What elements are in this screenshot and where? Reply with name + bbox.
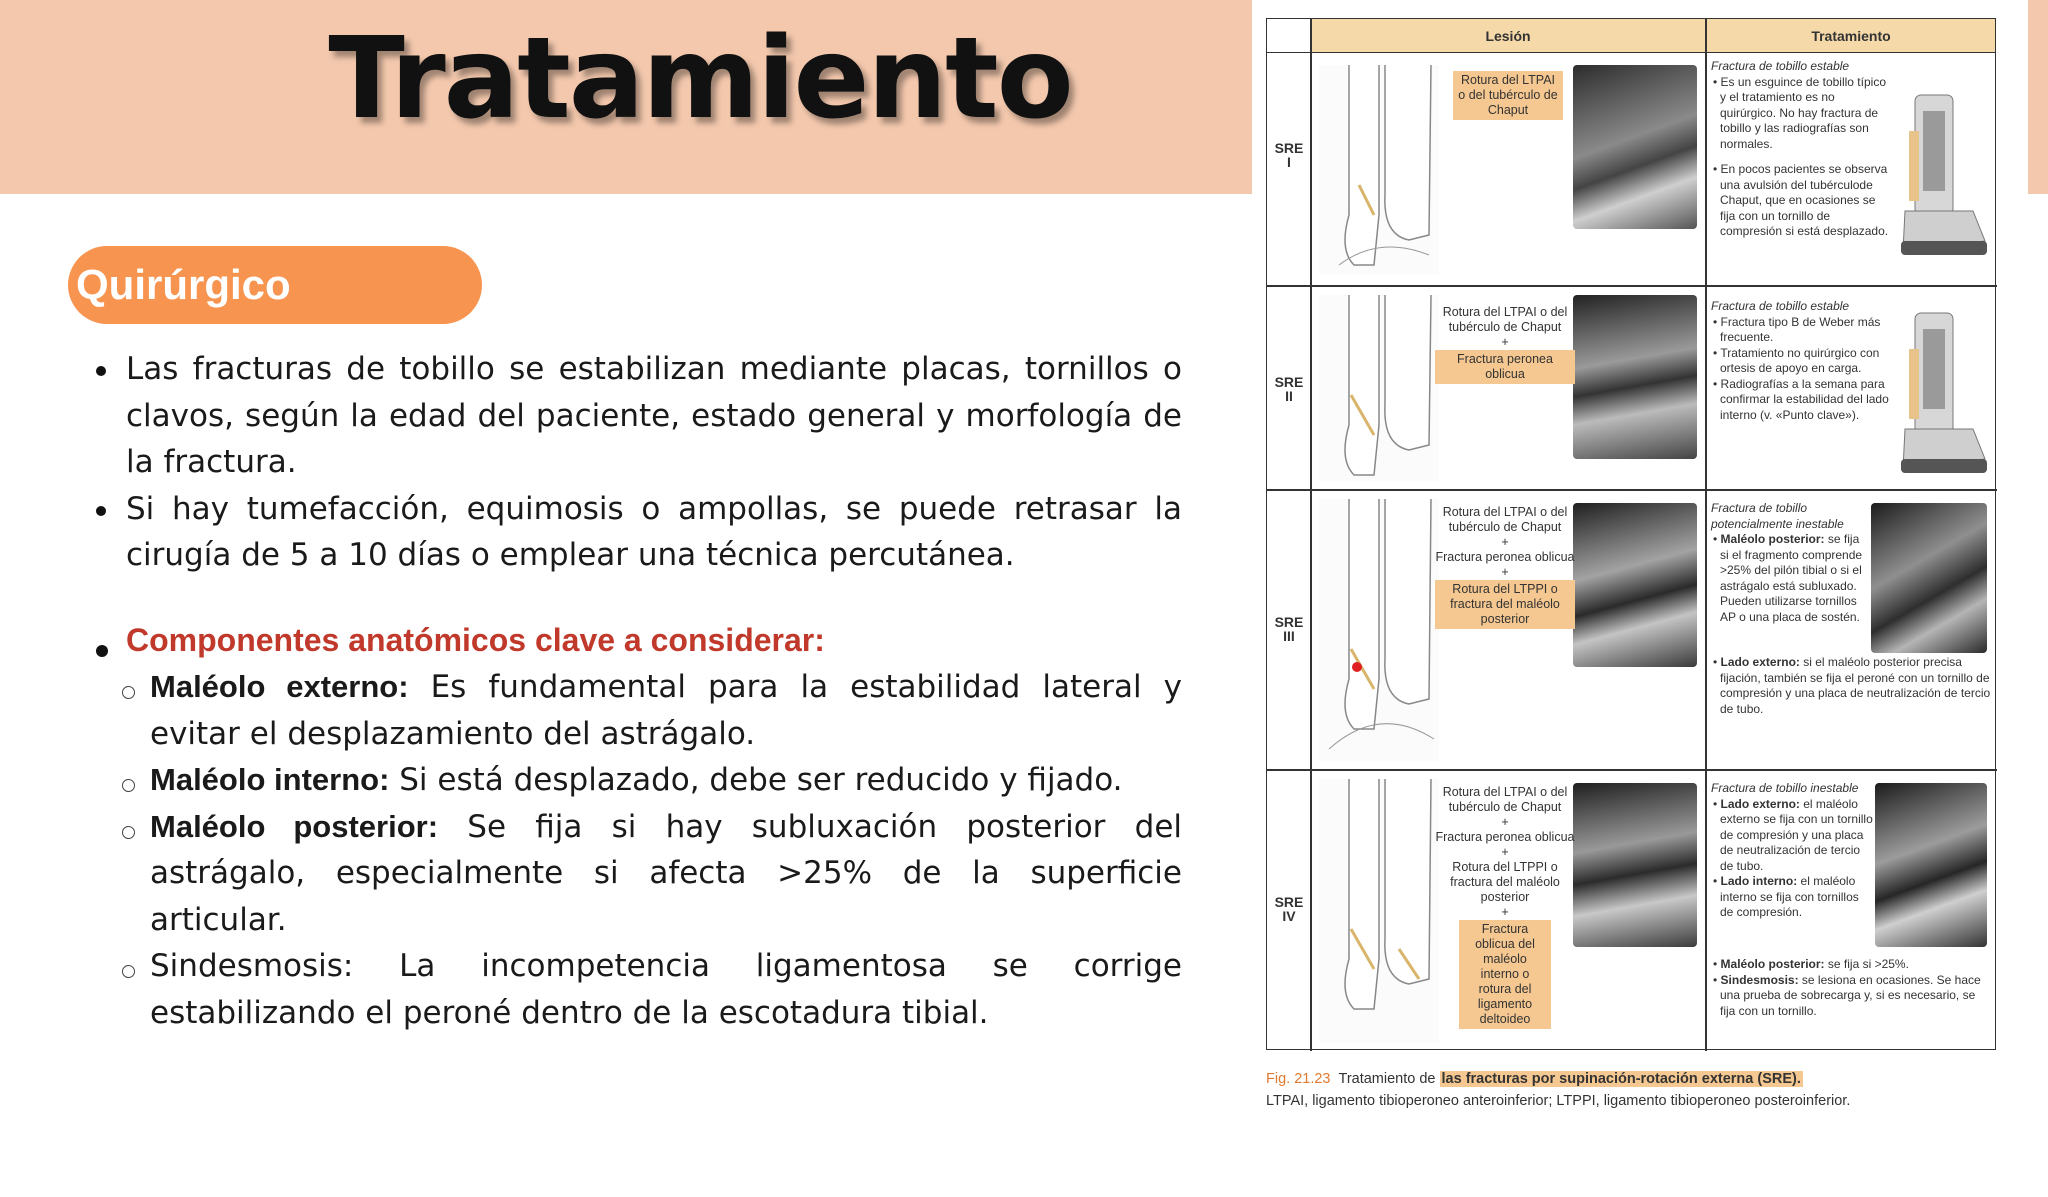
caption-highlight: las fracturas por supinación-rotación externa (SRE). xyxy=(1441,1071,1801,1087)
lesion-text xyxy=(1435,505,1575,629)
components-bullet xyxy=(92,617,1182,665)
lesion-text xyxy=(1435,785,1575,1029)
lesion-line: Fractura peronea oblicua xyxy=(1435,830,1575,844)
lesion-highlight: Fractura peronea oblicua xyxy=(1435,350,1575,384)
treatment-text xyxy=(1711,781,1875,921)
lesion-highlight: Fractura oblicua del maléolo interno o rotura del ligamento deltoideo xyxy=(1459,920,1551,1029)
page-title: Tratamiento xyxy=(328,14,1072,144)
lesion-text xyxy=(1453,71,1563,120)
treatment-item: • Lado externo: el maléolo externo se fija con un tornillo de compresión y una placa de neutralización de tercio de tubo. xyxy=(1713,796,1873,873)
lesion-line: Rotura del LTPAI o del tubérculo de Chaput xyxy=(1442,305,1568,334)
divider xyxy=(1267,769,1997,771)
treatment-title: Fractura de tobillo estable xyxy=(1711,59,1850,73)
xray-image xyxy=(1871,503,1987,653)
treatment-item: • Tratamiento no quirúrgico con ortesis de apoyo en carga. xyxy=(1713,345,1880,375)
treatment-item: • Sindesmosis: se lesiona en ocasiones. Se hace una prueba de sobrecarga y, si es necesario, se fija con un tornillo. xyxy=(1713,972,1981,1018)
ankle-drawing xyxy=(1319,499,1439,761)
stage-label: SRE III xyxy=(1274,614,1304,644)
treatment-item: • Lado interno: el maléolo interno se fija con tornillos de compresión. xyxy=(1713,874,1859,919)
component-term: Maléolo posterior: xyxy=(150,808,439,844)
xray-image xyxy=(1573,295,1697,459)
treatment-item: • Lado externo: si el maléolo posterior precisa fijación, también se fija el peroné con un tornillo de compresión y una placa de neutralización de tercio de tubo. xyxy=(1713,655,1991,716)
figure-caption xyxy=(1266,1068,2026,1112)
caption-abbreviations: LTPAI, ligamento tibioperoneo anteroinferior; LTPPI, ligamento tibioperoneo posteroinferior. xyxy=(1266,1093,1851,1109)
component-item xyxy=(92,664,1182,757)
xray-image xyxy=(1875,783,1987,947)
treatment-text xyxy=(1711,299,1895,423)
ankle-drawing xyxy=(1319,779,1439,1043)
lesion-highlight: Rotura del LTPAI o del tubérculo de Chaput xyxy=(1453,71,1563,120)
divider xyxy=(1267,285,1997,287)
ankle-drawing xyxy=(1319,295,1439,481)
treatment-text xyxy=(1711,59,1891,240)
treatment-title: Fractura de tobillo potencialmente inestable xyxy=(1711,501,1844,531)
lesion-plus: + xyxy=(1501,335,1509,349)
bullet-item: Las fracturas de tobillo se estabilizan mediante placas, tornillos o clavos, según la edad del paciente, estado general y morfología de la fractura. xyxy=(92,346,1182,486)
section-label-pill: Quirúrgico xyxy=(68,246,482,324)
treatment-item: • Radiografías a la semana para confirmar la estabilidad del lado interno (v. «Punto clave»). xyxy=(1713,376,1889,422)
component-term: Maléolo externo: xyxy=(150,669,409,704)
lesion-text xyxy=(1435,305,1575,384)
body-text xyxy=(92,346,1182,1036)
component-text: Sindesmosis: La incompetencia ligamentosa se corrige estabilizando el peroné dentro de la escotadura tibial. xyxy=(150,948,1182,1031)
xray-image xyxy=(1573,783,1697,947)
component-text: Es fundamental para la estabilidad lateral y evitar el desplazamiento del astrágalo. xyxy=(150,669,1182,752)
ankle-drawing xyxy=(1319,65,1439,275)
lesion-plus: + xyxy=(1501,815,1509,829)
treatment-text xyxy=(1711,655,1991,717)
treatment-item: • Maléolo posterior: se fija si >25%. xyxy=(1713,957,1909,971)
divider xyxy=(1705,19,1707,1051)
lesion-plus: + xyxy=(1501,845,1509,859)
lesion-line: Rotura del LTPPI o fractura del maléolo posterior xyxy=(1450,860,1560,904)
stage-label: SRE IV xyxy=(1274,894,1304,924)
component-term: Maléolo interno: xyxy=(150,762,390,797)
treatment-item: • Es un esguince de tobillo típico y el tratamiento es no quirúrgico. No hay fractura de tobillo y las radiografías son normales. xyxy=(1713,74,1886,151)
lesion-plus: + xyxy=(1501,905,1509,919)
header-band-edge xyxy=(2028,0,2048,194)
figure-table xyxy=(1266,18,1996,1050)
caption-fig-number: Fig. 21.23 xyxy=(1266,1071,1331,1087)
xray-image xyxy=(1573,503,1697,667)
component-text: Se fija si hay subluxación posterior del astrágalo, especialmente si afecta >25% de la superficie articular. xyxy=(150,808,1182,938)
stage-label: SRE II xyxy=(1274,374,1304,404)
caption-text: Tratamiento de xyxy=(1338,1071,1440,1087)
treatment-text xyxy=(1711,957,1991,1019)
sre-treatment-figure xyxy=(1266,16,1996,1109)
col-header-lesion: Lesión xyxy=(1311,19,1705,53)
lesion-highlight: Rotura del LTPPI o fractura del maléolo posterior xyxy=(1435,580,1575,629)
component-item xyxy=(92,804,1182,944)
stage-label: SRE I xyxy=(1274,140,1304,170)
lesion-plus: + xyxy=(1501,565,1509,579)
component-text: Si está desplazado, debe ser reducido y fijado. xyxy=(389,762,1123,798)
lesion-line: Fractura peronea oblicua xyxy=(1435,550,1575,564)
lesion-plus: + xyxy=(1501,535,1509,549)
component-item xyxy=(92,757,1182,804)
treatment-item: • En pocos pacientes se observa una avulsión del tubérculode Chaput, que en ocasiones se fija con un tornillo de compresión si está desplazado. xyxy=(1713,162,1889,238)
bullet-item: Si hay tumefacción, equimosis o ampollas, se puede retrasar la cirugía de 5 a 10 días o emplear una técnica percutánea. xyxy=(92,486,1182,579)
treatment-item: • Fractura tipo B de Weber más frecuente. xyxy=(1713,314,1881,344)
component-item xyxy=(92,943,1182,1036)
walker-boot-image xyxy=(1893,91,1989,259)
treatment-item: • Maléolo posterior: se fija si el fragmento comprende >25% del pilón tibial o si el astrágalo está subluxado. Pueden utilizarse tornillos AP o una placa de sostén. xyxy=(1713,532,1863,624)
treatment-text xyxy=(1711,501,1871,625)
lesion-line: Rotura del LTPAI o del tubérculo de Chaput xyxy=(1442,505,1568,534)
components-heading: Componentes anatómicos clave a considerar: xyxy=(126,621,825,658)
walker-boot-image xyxy=(1893,309,1989,477)
treatment-title: Fractura de tobillo inestable xyxy=(1711,781,1859,795)
divider xyxy=(1267,489,1997,491)
xray-image xyxy=(1573,65,1697,229)
table-corner xyxy=(1267,19,1311,53)
treatment-title: Fractura de tobillo estable xyxy=(1711,299,1850,313)
lesion-line: Rotura del LTPAI o del tubérculo de Chaput xyxy=(1442,785,1568,814)
col-header-treatment: Tratamiento xyxy=(1707,19,1995,53)
